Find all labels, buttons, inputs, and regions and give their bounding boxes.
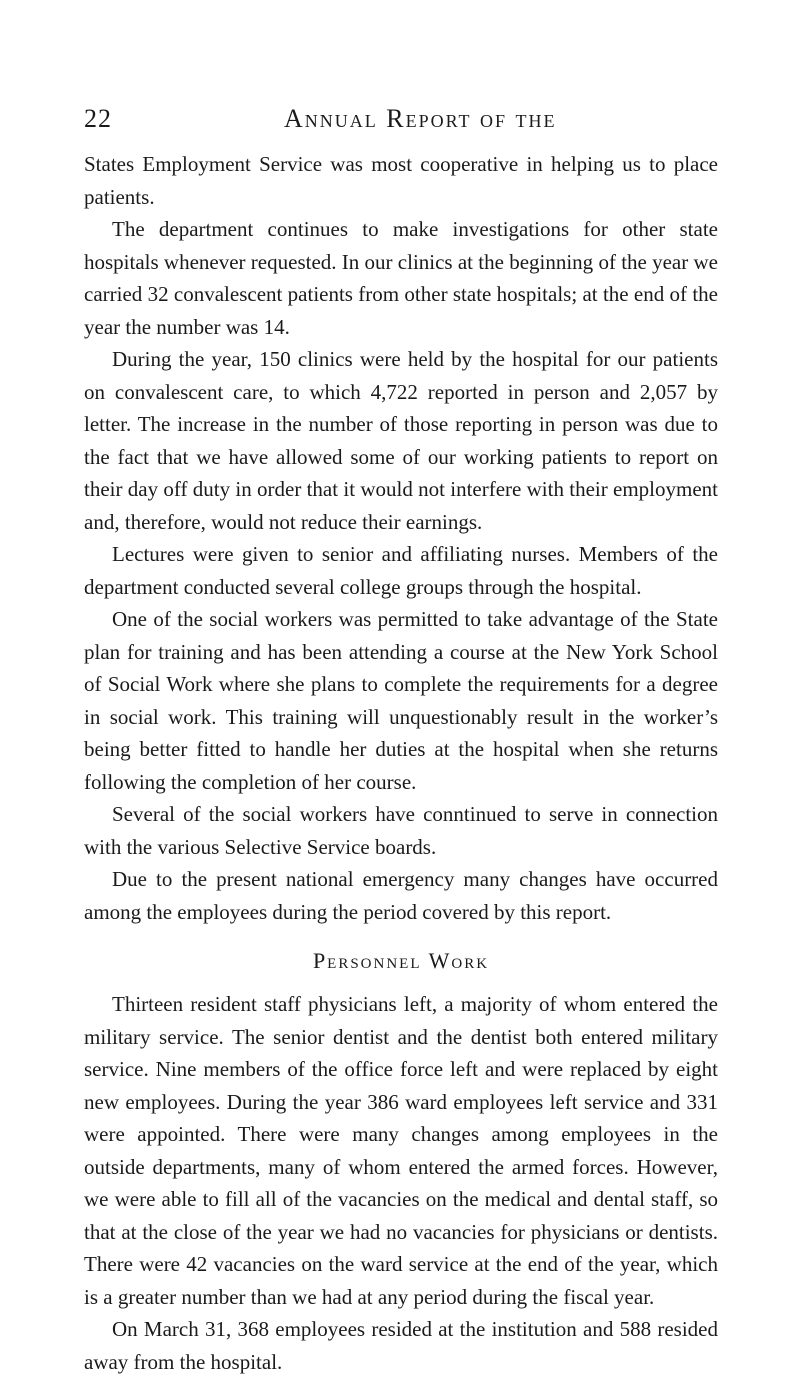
paragraph: The department continues to make investigations for other state hospitals whenever requested. In our clinics at the beginning of the year we carried 32 convalescent patients from other state hospitals; at the end of the year the number was 14. [84, 217, 718, 339]
paragraph: One of the social workers was permitted to take advantage of the State plan for training and has been attending a course at the New York School of Social Work where she plans to complete the requirements for a degree in social work. This training will unquestionably result in the worker’s being better fitted to handle her duties at the hospital when she returns following the completion of her course. [84, 607, 718, 794]
paragraph: States Employment Service was most cooperative in helping us to place patients. [84, 152, 718, 209]
paragraph: Thirteen resident staff physicians left, a majority of whom entered the military service. The senior dentist and the dentist both entered military service. Nine members of the office force left and were replaced by eight new employees. During the year 386 ward employees left service and 331 were appointed. There were many changes among employees in the outside departments, many of whom entered the armed forces. However, we were able to fill all of the vacancies on the medical and dental staff, so that at the close of the year we had no vacancies for physicians or dentists. There were 42 vacancies on the ward service at the end of the year, which is a greater number than we had at any period during the fiscal year. [84, 992, 718, 1309]
paragraph: Lectures were given to senior and affiliating nurses. Members of the department conducted several college groups through the hospital. [84, 542, 718, 599]
paragraph: Due to the present national emergency many changes have occurred among the employees during the period covered by this report. [84, 867, 718, 924]
running-head [84, 104, 718, 144]
paragraph: On March 31, 368 employees resided at the institution and 588 resided away from the hospital. [84, 1317, 718, 1374]
document-page [84, 104, 718, 1378]
page-number: 22 [84, 104, 112, 133]
running-title: Annual Report of the [284, 104, 557, 133]
paragraph: Several of the social workers have conntinued to serve in connection with the various Selective Service boards. [84, 802, 718, 859]
paragraph: During the year, 150 clinics were held by the hospital for our patients on convalescent care, to which 4,722 reported in person and 2,057 by letter. The increase in the number of those reporting in person was due to the fact that we have allowed some of our working patients to report on their day off duty in order that it would not interfere with their employment and, therefore, would not reduce their earnings. [84, 347, 718, 534]
section-heading: Personnel Work [312, 948, 490, 973]
